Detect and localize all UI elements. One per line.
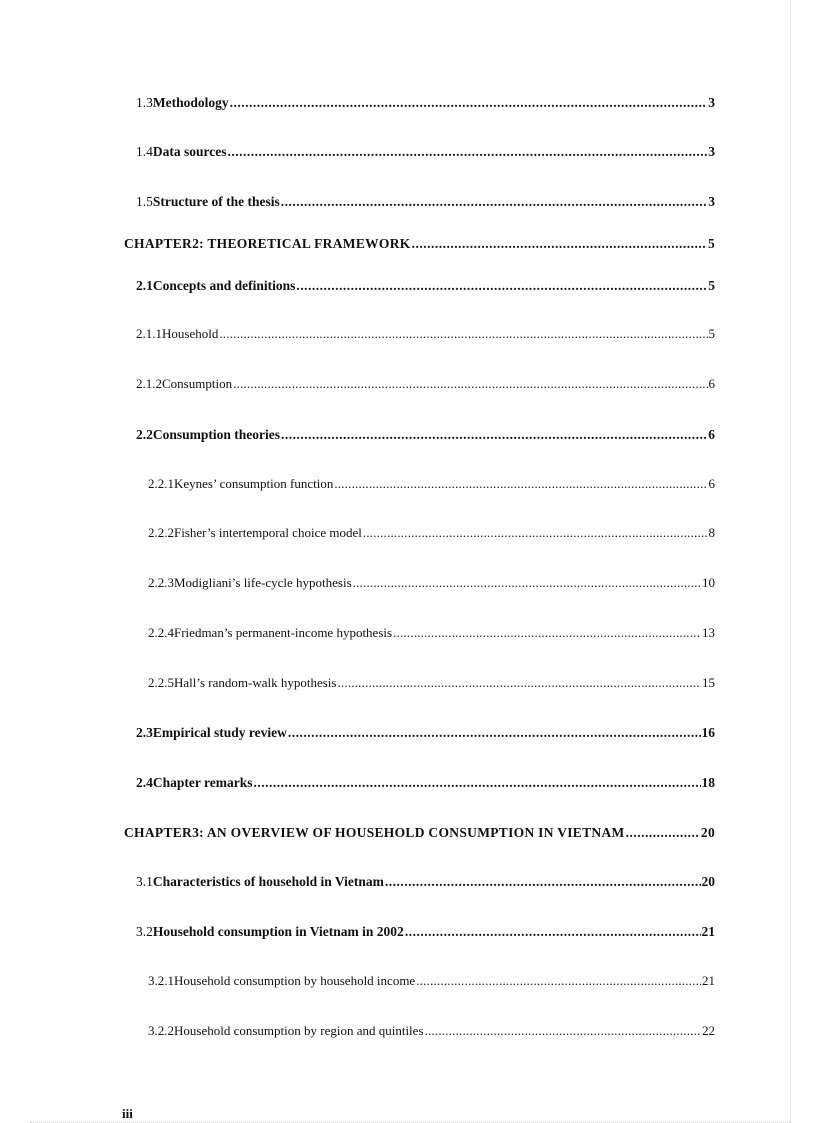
entry-page: 16 xyxy=(701,725,715,740)
dot-leader xyxy=(233,376,707,392)
entry-number: 2.2.5 xyxy=(148,675,174,690)
entry-page: 6 xyxy=(708,427,715,442)
entry-page: 5 xyxy=(708,278,715,293)
toc-entry-1-4[interactable] xyxy=(124,144,715,166)
entry-number: 1.3 xyxy=(136,95,153,110)
toc-entry-1-5[interactable] xyxy=(124,194,715,216)
dot-leader xyxy=(405,924,701,940)
toc-entry-3-2[interactable] xyxy=(124,924,715,946)
entry-title: Modigliani’s life-cycle hypothesis xyxy=(174,575,352,590)
entry-page: 8 xyxy=(708,525,715,540)
entry-title: Chapter remarks xyxy=(152,775,253,790)
entry-page: 20 xyxy=(700,825,715,840)
entry-title: Household consumption by household income xyxy=(174,973,416,988)
toc-entry-2-2-1[interactable] xyxy=(124,476,715,498)
entry-title: Consumption theories xyxy=(152,427,281,442)
entry-number: 2.2 xyxy=(136,427,153,442)
entry-number: 3.2.2 xyxy=(148,1023,174,1038)
toc-entry-2-2-2[interactable] xyxy=(124,525,715,547)
entry-page: 5 xyxy=(708,326,715,341)
entry-page: 6 xyxy=(708,376,715,391)
dot-leader xyxy=(254,775,701,791)
entry-title: Household consumption in Vietnam in 2002 xyxy=(152,924,404,939)
toc-entry-3-2-1[interactable] xyxy=(124,973,715,995)
entry-page: 3 xyxy=(708,194,715,209)
entry-page: 21 xyxy=(701,924,715,939)
entry-page: 15 xyxy=(702,675,715,690)
dot-leader xyxy=(626,825,700,841)
entry-title: CHAPTER3: AN OVERVIEW OF HOUSEHOLD CONSUMPTION IN VIETNAM xyxy=(124,825,625,840)
toc-entry-2-2[interactable] xyxy=(124,427,715,449)
entry-title: Friedman’s permanent-income hypothesis xyxy=(174,625,393,640)
toc-entry-2-2-4[interactable] xyxy=(124,625,715,647)
entry-number: 2.2.2 xyxy=(148,525,174,540)
toc-entry-chapter-3[interactable] xyxy=(124,825,715,847)
dot-leader xyxy=(288,725,701,741)
toc-entry-2-1[interactable] xyxy=(124,278,715,300)
entry-number: 3.1 xyxy=(136,874,153,889)
entry-page: 3 xyxy=(708,144,715,159)
entry-number: 1.4 xyxy=(136,144,153,159)
dot-leader xyxy=(334,476,707,492)
dot-leader xyxy=(230,95,708,111)
dot-leader xyxy=(393,625,701,641)
entry-page: 5 xyxy=(707,236,715,251)
entry-number: 2.2.3 xyxy=(148,575,174,590)
entry-title: Household xyxy=(162,326,219,341)
entry-number: 2.2.4 xyxy=(148,625,174,640)
toc-entry-2-1-2[interactable] xyxy=(124,376,715,398)
dot-leader xyxy=(281,194,708,210)
page-number: iii xyxy=(122,1106,133,1121)
toc-entry-2-2-5[interactable] xyxy=(124,675,715,697)
entry-number: 2.1 xyxy=(136,278,153,293)
entry-number: 2.1.2 xyxy=(136,376,162,391)
toc-entry-2-1-1[interactable] xyxy=(124,326,715,348)
entry-title: CHAPTER2: THEORETICAL FRAMEWORK xyxy=(124,236,411,251)
entry-page: 21 xyxy=(702,973,715,988)
toc-entry-2-4[interactable] xyxy=(124,775,715,797)
dot-leader xyxy=(363,525,708,541)
toc-entry-1-3[interactable] xyxy=(124,95,715,117)
dot-leader xyxy=(412,236,707,252)
dot-leader xyxy=(425,1023,701,1039)
entry-title: Concepts and definitions xyxy=(152,278,296,293)
toc-entry-3-2-2[interactable] xyxy=(124,1023,715,1045)
entry-title: Keynes’ consumption function xyxy=(174,476,334,491)
entry-number: 2.1.1 xyxy=(136,326,162,341)
dot-leader xyxy=(416,973,701,989)
dot-leader xyxy=(281,427,707,443)
entry-page: 10 xyxy=(702,575,715,590)
entry-page: 22 xyxy=(702,1023,715,1038)
entry-page: 20 xyxy=(701,874,715,889)
entry-page: 18 xyxy=(701,775,715,790)
entry-number: 2.3 xyxy=(136,725,153,740)
dot-leader xyxy=(385,874,701,890)
dot-leader xyxy=(337,675,701,691)
entry-title: Hall’s random-walk hypothesis xyxy=(174,675,337,690)
toc-entry-3-1[interactable] xyxy=(124,874,715,896)
dot-leader xyxy=(228,144,708,160)
dot-leader xyxy=(219,326,707,342)
entry-title: Empirical study review xyxy=(152,725,287,740)
entry-number: 2.2.1 xyxy=(148,476,174,491)
entry-page: 13 xyxy=(702,625,715,640)
entry-page: 3 xyxy=(708,95,715,110)
entry-number: 2.4 xyxy=(136,775,153,790)
toc-entry-2-2-3[interactable] xyxy=(124,575,715,597)
entry-title: Structure of the thesis xyxy=(152,194,280,209)
margin-guide xyxy=(790,0,791,1123)
entry-title: Data sources xyxy=(152,144,227,159)
dot-leader xyxy=(353,575,701,591)
entry-title: Household consumption by region and quintiles xyxy=(174,1023,424,1038)
dot-leader xyxy=(296,278,707,294)
toc-entry-chapter-2[interactable] xyxy=(124,236,715,258)
entry-title: Fisher’s intertemporal choice model xyxy=(174,525,362,540)
entry-title: Methodology xyxy=(152,95,229,110)
entry-page: 6 xyxy=(708,476,715,491)
toc-entry-2-3[interactable] xyxy=(124,725,715,747)
entry-title: Characteristics of household in Vietnam xyxy=(152,874,384,889)
entry-title: Consumption xyxy=(162,376,233,391)
entry-number: 1.5 xyxy=(136,194,153,209)
entry-number: 3.2.1 xyxy=(148,973,174,988)
entry-number: 3.2 xyxy=(136,924,153,939)
